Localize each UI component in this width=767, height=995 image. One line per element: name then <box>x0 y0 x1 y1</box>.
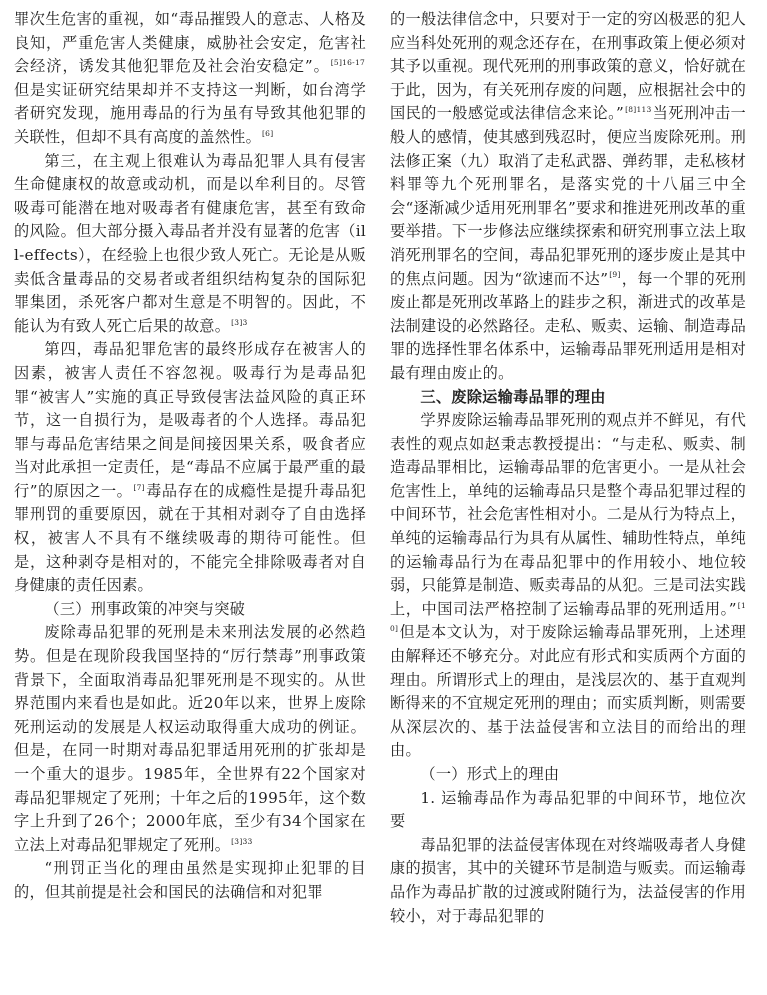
citation: [3]3 <box>231 317 248 327</box>
paragraph-text: 废除毒品犯罪的死刑是未来刑法发展的必然趋势。但是在现阶段我国坚持的“厉行禁毒”刑事政策背景下，全面取消毒品犯罪死刑是不现实的。从世界范围内来看也是如此。近20年以来，世界上废除死刑运动的发展是人权运动取得重大成功的例证。但是，在同一时期对毒品犯罪适用死刑的扩张却是一个重大的退步。1985年，全世界有22个国家对毒品犯罪规定了死刑；十年之后的1995年，这个数字上升到了26个；2000年底，至少有34个国家在立法上对毒品犯罪规定了死刑。 <box>14 623 366 854</box>
citation: [8]113 <box>625 105 652 115</box>
right-column <box>390 8 746 928</box>
paragraph <box>14 621 366 857</box>
paragraph <box>14 338 366 598</box>
paragraph-text: 第四，毒品犯罪危害的最终形成存在被害人的因素，被害人责任不容忽视。吸毒行为是毒品犯罪“被害人”实施的真正导致侵害法益风险的真正环节，这一自损行为，是吸毒者的个人选择。毒品犯罪与毒品危害结果之间是间接因果关系，吸食者应当对此承担一定责任，是“毒品不应属于最严重的最行”的原因之一。 <box>14 340 366 500</box>
citation: [10] <box>390 600 746 634</box>
section-subheading: （三）刑事政策的冲突与突破 <box>44 599 246 618</box>
paragraph-text: 学界废除运输毒品罪死刑的观点并不鲜见，有代表性的观点如赵秉志教授提出：“与走私、贩卖、制造毒品罪相比，运输毒品罪的危害更小。一是从社会危害性上，单纯的运输毒品只是整个毒品犯罪过程的中间环节，社会危害性相对小。二是从行为特点上，单纯的运输毒品行为具有从属性、辅助性特点，单纯的运输毒品行为在毒品犯罪中的作用较小、地位较弱，只能算是制造、贩卖毒品的从犯。三是司法实践上，中国司法严格控制了运输毒品罪的死刑适用。” <box>390 411 746 618</box>
section-item-heading: 1. 运输毒品作为毒品犯罪的中间环节，地位次要 <box>390 788 746 831</box>
citation: [9] <box>609 270 621 280</box>
paragraph <box>390 409 746 763</box>
paragraph-text: 但是实证研究结果却并不支持这一判断，如台湾学者研究发现，施用毒品的行为虽有导致其他犯罪的关联性，但却不具有高度的盖然性。 <box>14 80 366 146</box>
paragraph-text: ，每一个罪的死刑废止都是死刑改革路上的跬步之积，渐进式的改革是法制建设的必然路径。走私、贩卖、运输、制造毒品罪的选择性罪名体系中，运输毒品罪死刑适用是相对最有理由废止的。 <box>390 269 746 382</box>
left-column <box>14 8 366 905</box>
paragraph-text: 的一般法律信念中，只要对于一定的穷凶极恶的犯人应当科处死刑的观念还存在，在刑事政策上便必须对其予以重视。现代死刑的刑事政策的意义，恰好就在于此，因为，有关死刑存废的问题，应根据社会中的国民的一般感觉或法律信念来论。” <box>390 10 746 123</box>
paragraph: “刑罚正当化的理由虽然是实现抑止犯罪的目的，但其前提是社会和国民的法确信和对犯罪 <box>14 859 366 901</box>
paragraph-text: 毒品存在的成瘾性是提升毒品犯罪刑罚的重要原因，就在于其相对剥夺了自由选择权，被害人不具有不继续吸毒的期待可能性。但是，这种剥夺是相对的，不能完全排除吸毒者对自身健康的责任因素。 <box>14 481 367 595</box>
paragraph-text: 第三，在主观上很难认为毒品犯罪人具有侵害生命健康权的故意或动机，而是以牟利目的。尽管吸毒可能潜在地对吸毒者有健康危害，甚至有致命的风险。但大部分摄入毒品者并没有显著的危害（ill-effects），在经验上也很少致人死亡。无论是从贩卖低含量毒品的交易者或者组织结构复杂的国际犯罪集团，杀死客户都对生意是不明智的。因此，不能认为有致人死亡后果的故意。 <box>14 151 366 335</box>
citation: [3]33 <box>231 836 253 846</box>
section-subheading: （一）形式上的理由 <box>420 765 560 783</box>
citation: [6] <box>262 128 274 138</box>
paragraph: 毒品犯罪的法益侵害体现在对终端吸毒者人身健康的损害，其中的关键环节是制造与贩卖。而运输毒品作为毒品扩散的过渡或附随行为，法益侵害的作用较小，对于毒品犯罪的 <box>390 835 746 925</box>
paragraph-text: 但是本文认为，对于废除运输毒品罪死刑，上述理由解释还不够充分。对此应有形式和实质两个方面的理由。所谓形式上的理由，是浅层次的、基于直观判断得来的不宜规定死刑的理由；而实质判断，则需要从深层次的、基于法益侵害和立法目的而给出的理由。 <box>390 623 746 760</box>
paragraph-text: 当死刑冲击一般人的感情，使其感到残忍时，便应当废除死刑。刑法修正案（九）取消了走私武器、弹药罪，走私核材料罪等九个死刑罪名，是落实党的十八届三中全会“逐渐减少适用死刑罪名”要求和推进死刑改革的重要举措。下一步修法应继续探索和研究刑事立法上取消死刑罪名的空间，毒品犯罪死刑的逐步废止是其中的焦点问题。因为“欲速而不达” <box>390 104 746 288</box>
paragraph <box>14 150 366 339</box>
paragraph <box>14 8 366 150</box>
paragraph <box>390 8 746 386</box>
citation: [5]16-17 <box>330 58 365 68</box>
section-heading: 三、废除运输毒品罪的理由 <box>420 387 606 406</box>
paragraph-text: 罪次生危害的重视，如“毒品摧毁人的意志、人格及良知，严重危害人类健康，威胁社会安定，危害社会经济，诱发其他犯罪危及社会治安稳定”。 <box>14 10 366 76</box>
citation: [7] <box>133 482 145 492</box>
